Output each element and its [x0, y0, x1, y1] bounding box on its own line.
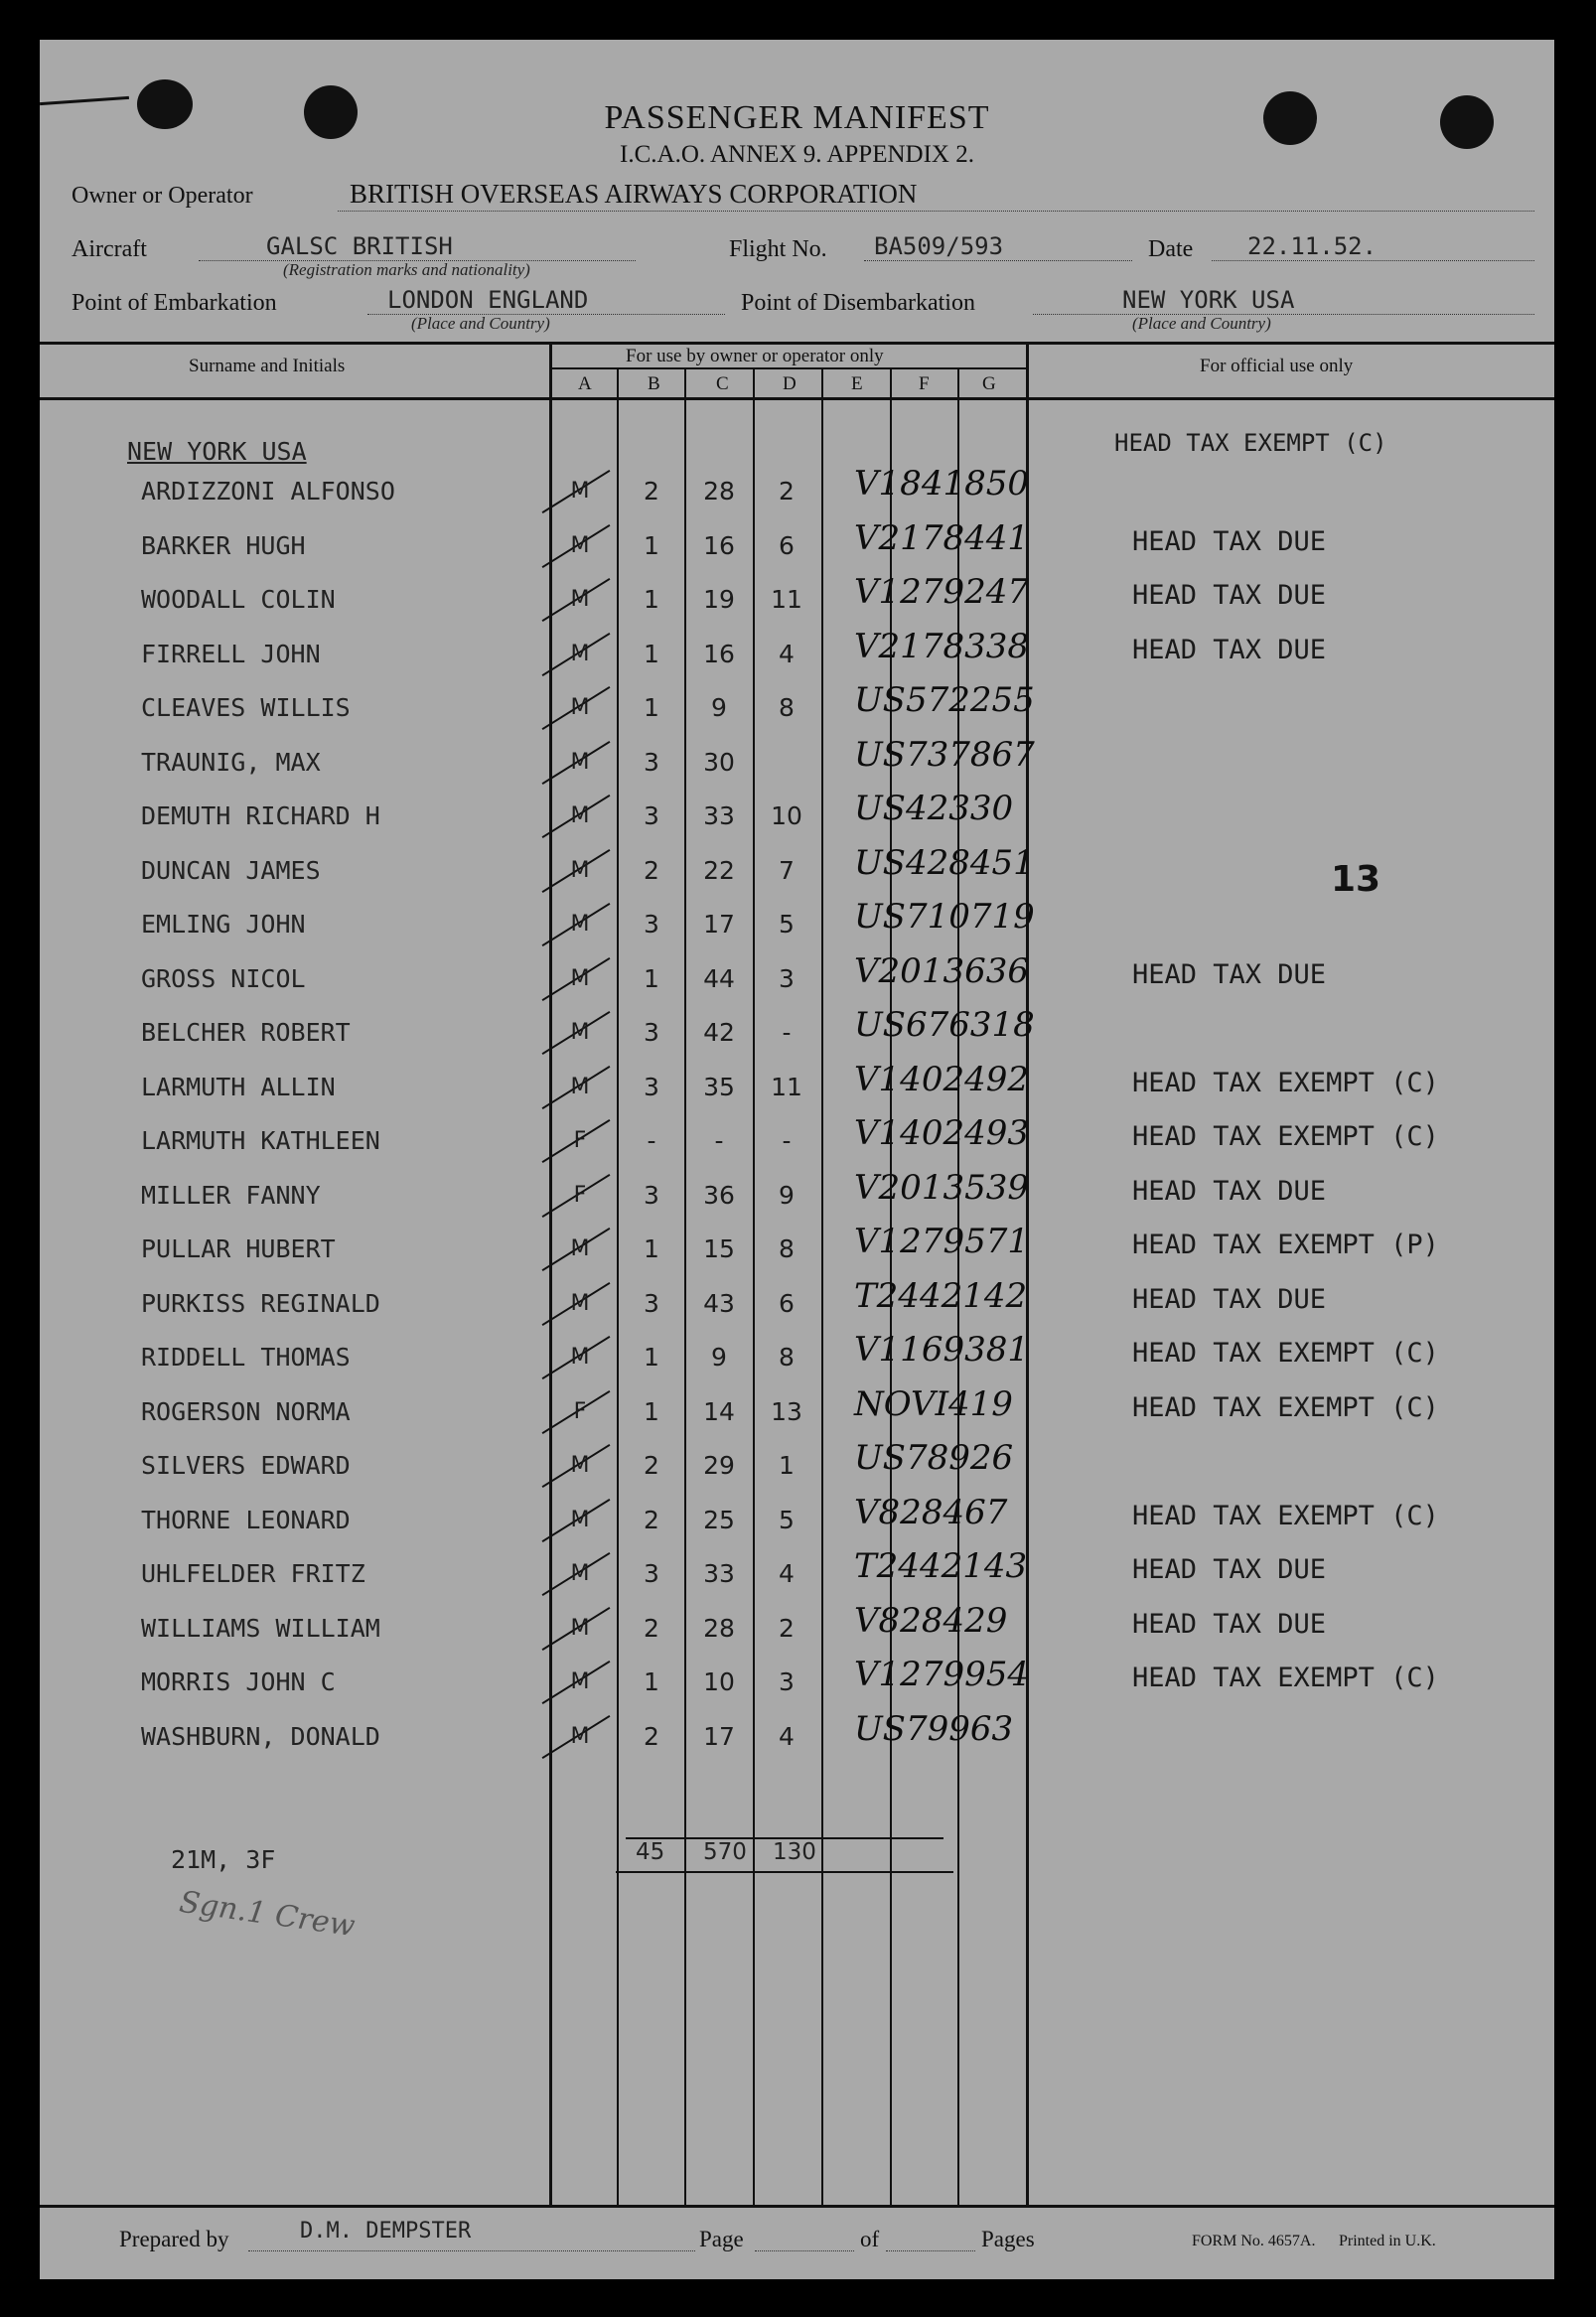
- page-dotted-line: [755, 2250, 854, 2251]
- sex-cell: M: [570, 1075, 590, 1099]
- col-b-cell: 2: [644, 477, 659, 506]
- official-note: HEAD TAX DUE: [1132, 1284, 1327, 1315]
- col-b-cell: 1: [644, 1343, 659, 1372]
- date-dotted-line: [1212, 260, 1534, 261]
- col-c-cell: 10: [703, 1667, 735, 1696]
- col-d-cell: 2: [779, 1614, 795, 1643]
- col-d-cell: 4: [779, 1559, 795, 1588]
- table-row: [40, 680, 1554, 723]
- page-subtitle: I.C.A.O. ANNEX 9. APPENDIX 2.: [620, 141, 974, 168]
- col-b-cell: 2: [644, 1451, 659, 1480]
- prepared-label: Prepared by: [119, 2227, 229, 2251]
- passenger-name: ARDIZZONI ALFONSO: [141, 477, 395, 506]
- subheader-d: D: [783, 373, 797, 394]
- passport-number: US710719: [854, 897, 1035, 937]
- official-note: HEAD TAX EXEMPT (C): [1132, 1392, 1439, 1423]
- sex-cell: M: [570, 966, 590, 991]
- official-note: HEAD TAX EXEMPT (C): [1132, 1121, 1439, 1152]
- table-header-rule: [40, 397, 1554, 400]
- page-title: PASSENGER MANIFEST: [604, 99, 990, 136]
- passport-number: V1841850: [854, 464, 1029, 504]
- passenger-name: SILVERS EDWARD: [141, 1451, 351, 1480]
- col-c-cell: 15: [703, 1234, 735, 1263]
- passenger-name: PULLAR HUBERT: [141, 1234, 336, 1263]
- col-d-cell: 2: [779, 477, 795, 506]
- col-c-cell: 35: [703, 1073, 735, 1101]
- sex-cell: M: [570, 1724, 590, 1749]
- subheader-g: G: [982, 373, 996, 394]
- passenger-name: DUNCAN JAMES: [141, 856, 321, 885]
- table-row: [40, 1168, 1554, 1211]
- col-b-cell: 1: [644, 1234, 659, 1263]
- sex-cell: M: [570, 858, 590, 883]
- passenger-name: ROGERSON NORMA: [141, 1397, 351, 1426]
- col-rule: [1026, 342, 1029, 2205]
- col-c-cell: 44: [703, 964, 735, 993]
- col-d-cell: 7: [779, 856, 795, 885]
- official-note: HEAD TAX DUE: [1132, 959, 1327, 990]
- col-d-cell: 5: [779, 910, 795, 939]
- passport-number: V1169381: [854, 1330, 1029, 1370]
- totals-bottom-rule: [616, 1871, 953, 1873]
- of-dotted-line: [886, 2250, 975, 2251]
- sex-cell: M: [570, 642, 590, 666]
- passenger-name: THORNE LEONARD: [141, 1506, 351, 1534]
- subheader-rule: [549, 367, 1026, 369]
- passport-number: V1279571: [854, 1222, 1029, 1261]
- total-d: 130: [773, 1839, 816, 1865]
- col-b-cell: 1: [644, 1667, 659, 1696]
- passenger-name: WASHBURN, DONALD: [141, 1722, 380, 1751]
- table-row: [40, 627, 1554, 669]
- disembarkation-value: NEW YORK USA: [1122, 286, 1295, 314]
- table-row: [40, 1493, 1554, 1535]
- sex-cell: M: [570, 1453, 590, 1478]
- table-row: [40, 518, 1554, 561]
- passport-number: T2442143: [854, 1546, 1028, 1586]
- passport-number: US42330: [854, 789, 1014, 828]
- passport-number: US79963: [854, 1709, 1014, 1749]
- col-d-cell: 10: [771, 801, 802, 830]
- col-b-cell: 1: [644, 531, 659, 560]
- passenger-name: FIRRELL JOHN: [141, 640, 321, 668]
- passenger-name: RIDDELL THOMAS: [141, 1343, 351, 1372]
- col-d-cell: 1: [779, 1451, 795, 1480]
- col-b-cell: -: [647, 1126, 656, 1155]
- destination-note: HEAD TAX EXEMPT (C): [1114, 429, 1387, 457]
- passport-number: V828467: [854, 1493, 1008, 1532]
- table-row: [40, 1222, 1554, 1264]
- destination-heading: NEW YORK USA: [127, 437, 307, 466]
- col-c-cell: 33: [703, 1559, 735, 1588]
- passenger-name: PURKISS REGINALD: [141, 1289, 380, 1318]
- table-row: [40, 1384, 1554, 1427]
- col-d-cell: -: [782, 1018, 792, 1047]
- passport-number: US737867: [854, 735, 1035, 775]
- passport-number: US676318: [854, 1005, 1035, 1045]
- col-b-cell: 1: [644, 640, 659, 668]
- sex-cell: M: [570, 750, 590, 775]
- passenger-name: TRAUNIG, MAX: [141, 748, 321, 777]
- sex-cell: M: [570, 479, 590, 504]
- col-d-cell: 4: [779, 640, 795, 668]
- col-c-cell: 33: [703, 801, 735, 830]
- passport-number: V2178338: [854, 627, 1029, 666]
- table-row: [40, 1709, 1554, 1752]
- official-note: HEAD TAX DUE: [1132, 1176, 1327, 1207]
- sex-cell: M: [570, 1669, 590, 1694]
- table-row: [40, 572, 1554, 615]
- passenger-name: CLEAVES WILLIS: [141, 693, 351, 722]
- embarkation-caption: (Place and Country): [411, 314, 550, 333]
- official-note: HEAD TAX EXEMPT (P): [1132, 1230, 1439, 1260]
- passport-number: V1279247: [854, 572, 1029, 612]
- disembarkation-caption: (Place and Country): [1132, 314, 1271, 333]
- owner-dotted-line: [338, 211, 1534, 212]
- sex-cell: M: [570, 1236, 590, 1261]
- table-row: [40, 1113, 1554, 1156]
- sex-cell: F: [573, 1399, 587, 1424]
- owner-label: Owner or Operator: [72, 183, 253, 209]
- col-c-cell: 43: [703, 1289, 735, 1318]
- col-c-cell: 42: [703, 1018, 735, 1047]
- col-d-cell: 11: [771, 1073, 802, 1101]
- subheader-c: C: [716, 373, 729, 394]
- page-label: Page: [699, 2227, 744, 2251]
- col-b-cell: 3: [644, 1181, 659, 1210]
- col-d-cell: 8: [779, 1343, 795, 1372]
- col-d-cell: -: [782, 1126, 792, 1155]
- col-b-cell: 3: [644, 1559, 659, 1588]
- printed-in: Printed in U.K.: [1339, 2233, 1436, 2249]
- col-d-cell: 9: [779, 1181, 795, 1210]
- manifest-sheet: [40, 40, 1554, 2279]
- col-b-cell: 1: [644, 585, 659, 614]
- sex-cell: M: [570, 533, 590, 558]
- col-c-cell: 19: [703, 585, 735, 614]
- passenger-name: WOODALL COLIN: [141, 585, 336, 614]
- sex-cell: M: [570, 587, 590, 612]
- passport-number: NOVI419: [854, 1384, 1013, 1424]
- col-c-cell: -: [714, 1126, 724, 1155]
- table-row: [40, 789, 1554, 831]
- subheader-b: B: [648, 373, 660, 394]
- official-note: HEAD TAX DUE: [1132, 1554, 1327, 1585]
- official-note: HEAD TAX EXEMPT (C): [1132, 1663, 1439, 1693]
- aircraft-value: GALSC BRITISH: [266, 232, 453, 260]
- col-c-cell: 17: [703, 1722, 735, 1751]
- sex-cell: F: [573, 1128, 587, 1153]
- col-b-cell: 3: [644, 748, 659, 777]
- embarkation-value: LONDON ENGLAND: [387, 286, 589, 314]
- passenger-name: UHLFELDER FRITZ: [141, 1559, 365, 1588]
- passport-number: US572255: [854, 680, 1035, 720]
- col-name-header: Surname and Initials: [189, 356, 346, 376]
- col-group-header: For use by owner or operator only: [626, 346, 884, 366]
- table-row: [40, 1438, 1554, 1481]
- col-b-cell: 3: [644, 1289, 659, 1318]
- col-c-cell: 36: [703, 1181, 735, 1210]
- aircraft-label: Aircraft: [72, 236, 147, 262]
- col-d-cell: 3: [779, 1667, 795, 1696]
- handwritten-signature: Sgn.1 Crew: [177, 1884, 358, 1945]
- table-row: [40, 1060, 1554, 1102]
- embarkation-label: Point of Embarkation: [72, 290, 277, 316]
- flight-dotted-line: [864, 260, 1132, 261]
- col-d-cell: 8: [779, 693, 795, 722]
- sex-cell: M: [570, 695, 590, 720]
- passenger-name: BELCHER ROBERT: [141, 1018, 351, 1047]
- col-c-cell: 14: [703, 1397, 735, 1426]
- col-rule: [549, 342, 552, 2205]
- col-c-cell: 16: [703, 531, 735, 560]
- table-row: [40, 843, 1554, 886]
- official-note: HEAD TAX DUE: [1132, 635, 1327, 665]
- passenger-name: LARMUTH KATHLEEN: [141, 1126, 380, 1155]
- table-row: [40, 735, 1554, 778]
- col-c-cell: 9: [711, 693, 727, 722]
- summary-count: 21M, 3F: [171, 1845, 276, 1874]
- subheader-f: F: [919, 373, 930, 394]
- pages-label: Pages: [981, 2227, 1035, 2251]
- table-row: [40, 897, 1554, 940]
- col-b-cell: 3: [644, 910, 659, 939]
- col-d-cell: 11: [771, 585, 802, 614]
- official-note: HEAD TAX EXEMPT (C): [1132, 1338, 1439, 1369]
- date-value: 22.11.52.: [1247, 232, 1378, 260]
- sex-cell: M: [570, 1020, 590, 1045]
- passport-number: T2442142: [854, 1276, 1028, 1316]
- table-row: [40, 1276, 1554, 1319]
- total-b: 45: [636, 1839, 665, 1865]
- official-note: HEAD TAX DUE: [1132, 1609, 1327, 1640]
- col-b-cell: 3: [644, 1018, 659, 1047]
- sex-cell: M: [570, 1561, 590, 1586]
- col-b-cell: 2: [644, 1722, 659, 1751]
- passenger-name: MILLER FANNY: [141, 1181, 321, 1210]
- total-c: 570: [703, 1839, 747, 1865]
- of-label: of: [860, 2227, 880, 2251]
- col-d-cell: 5: [779, 1506, 795, 1534]
- sex-cell: F: [573, 1183, 587, 1208]
- official-note: HEAD TAX EXEMPT (C): [1132, 1501, 1439, 1531]
- col-b-cell: 2: [644, 1614, 659, 1643]
- col-c-cell: 17: [703, 910, 735, 939]
- table-row: [40, 1005, 1554, 1048]
- col-b-cell: 1: [644, 693, 659, 722]
- date-label: Date: [1148, 236, 1194, 262]
- col-d-cell: 13: [771, 1397, 802, 1426]
- passenger-name: BARKER HUGH: [141, 531, 306, 560]
- col-b-cell: 2: [644, 1506, 659, 1534]
- passenger-name: DEMUTH RICHARD H: [141, 801, 380, 830]
- aircraft-caption: (Registration marks and nationality): [283, 260, 530, 279]
- footer-rule: [40, 2205, 1554, 2208]
- col-c-cell: 16: [703, 640, 735, 668]
- table-row: [40, 1601, 1554, 1644]
- col-d-cell: 6: [779, 1289, 795, 1318]
- sex-cell: M: [570, 912, 590, 937]
- col-d-cell: 4: [779, 1722, 795, 1751]
- passport-number: V2013539: [854, 1168, 1029, 1208]
- table-top-rule: [40, 342, 1554, 345]
- owner-value: BRITISH OVERSEAS AIRWAYS CORPORATION: [350, 179, 918, 209]
- prepared-value: D.M. DEMPSTER: [300, 2219, 472, 2244]
- passenger-name: EMLING JOHN: [141, 910, 306, 939]
- official-note: HEAD TAX EXEMPT (C): [1132, 1068, 1439, 1098]
- passport-number: US78926: [854, 1438, 1014, 1478]
- sex-cell: M: [570, 1291, 590, 1316]
- table-row: [40, 1546, 1554, 1589]
- sex-cell: M: [570, 1345, 590, 1370]
- passport-number: V1279954: [854, 1655, 1029, 1694]
- disembarkation-dotted-line: [1033, 314, 1534, 315]
- prepared-dotted-line: [248, 2250, 695, 2251]
- table-row: [40, 464, 1554, 507]
- col-d-cell: 3: [779, 964, 795, 993]
- flight-label: Flight No.: [729, 236, 827, 262]
- passport-number: V828429: [854, 1601, 1008, 1641]
- col-c-cell: 30: [703, 748, 735, 777]
- official-note: HEAD TAX DUE: [1132, 526, 1327, 557]
- subheader-a: A: [578, 373, 592, 394]
- sex-cell: M: [570, 1616, 590, 1641]
- table-row: [40, 1655, 1554, 1697]
- passport-number: V2013636: [854, 951, 1029, 991]
- page-count-number: 13: [1331, 859, 1381, 900]
- table-row: [40, 1330, 1554, 1373]
- passenger-name: MORRIS JOHN C: [141, 1667, 336, 1696]
- col-c-cell: 29: [703, 1451, 735, 1480]
- col-official-header: For official use only: [1200, 356, 1354, 376]
- col-c-cell: 22: [703, 856, 735, 885]
- col-b-cell: 3: [644, 801, 659, 830]
- passenger-name: LARMUTH ALLIN: [141, 1073, 336, 1101]
- passenger-name: GROSS NICOL: [141, 964, 306, 993]
- col-c-cell: 28: [703, 477, 735, 506]
- col-c-cell: 25: [703, 1506, 735, 1534]
- col-b-cell: 2: [644, 856, 659, 885]
- flight-value: BA509/593: [874, 232, 1004, 260]
- official-note: HEAD TAX DUE: [1132, 580, 1327, 611]
- sex-cell: M: [570, 1508, 590, 1532]
- col-b-cell: 3: [644, 1073, 659, 1101]
- form-number: FORM No. 4657A.: [1192, 2233, 1316, 2249]
- passenger-name: WILLIAMS WILLIAM: [141, 1614, 380, 1643]
- col-d-cell: 8: [779, 1234, 795, 1263]
- passport-number: V1402492: [854, 1060, 1029, 1099]
- col-b-cell: 1: [644, 964, 659, 993]
- subheader-e: E: [851, 373, 863, 394]
- table-row: [40, 951, 1554, 994]
- sex-cell: M: [570, 803, 590, 828]
- col-d-cell: 6: [779, 531, 795, 560]
- col-c-cell: 28: [703, 1614, 735, 1643]
- passport-number: V2178441: [854, 518, 1029, 558]
- passport-number: US428451: [854, 843, 1035, 883]
- passport-number: V1402493: [854, 1113, 1029, 1153]
- col-b-cell: 1: [644, 1397, 659, 1426]
- disembarkation-label: Point of Disembarkation: [741, 290, 975, 316]
- col-c-cell: 9: [711, 1343, 727, 1372]
